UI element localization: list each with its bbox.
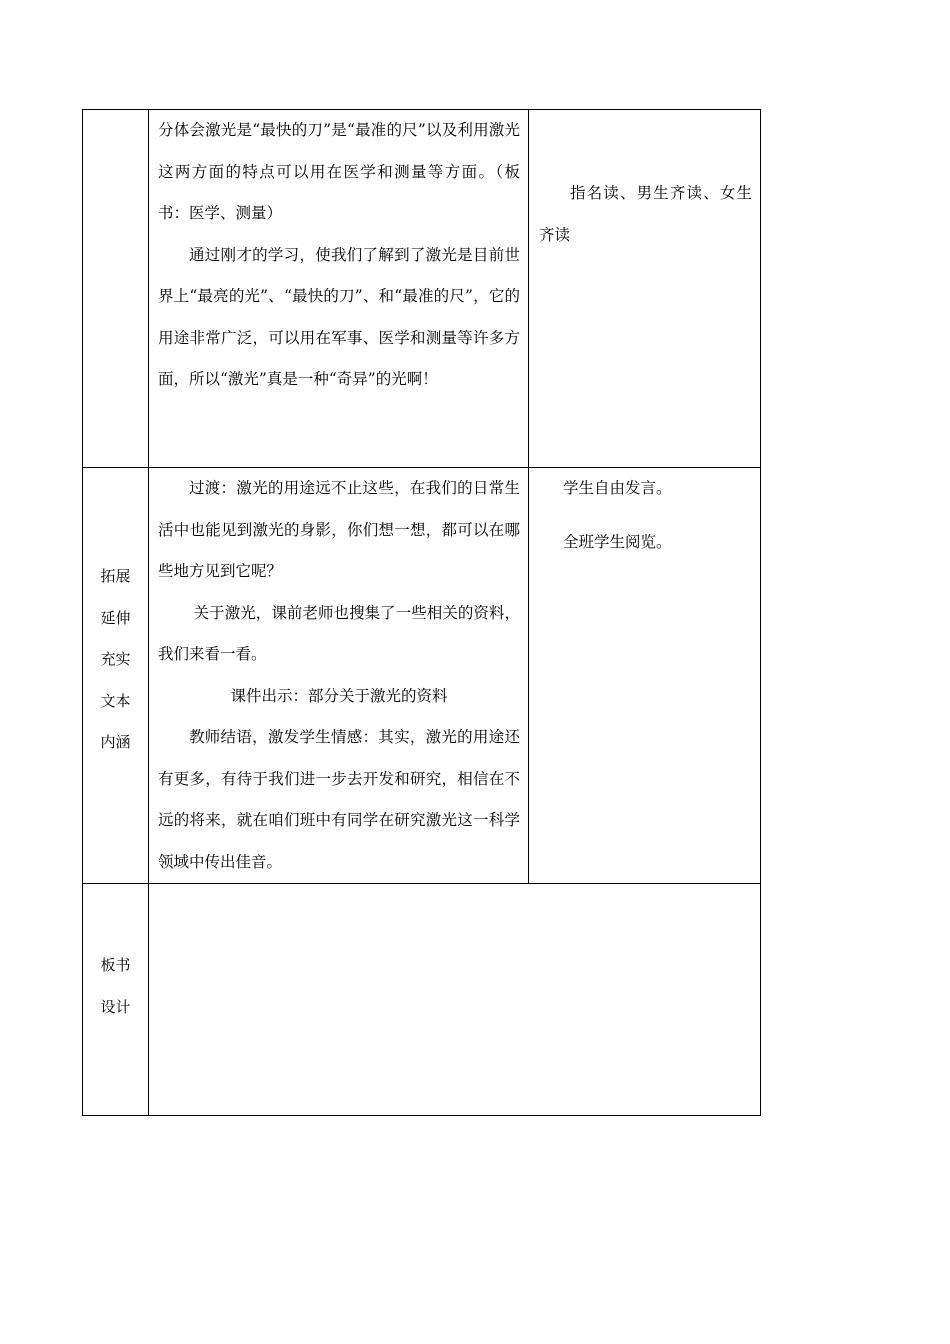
section-label-line: 内涵 xyxy=(100,733,131,751)
paragraph: 学生自由发言。 xyxy=(563,479,672,497)
student-activity-cell xyxy=(529,110,761,468)
lesson-plan-table xyxy=(82,109,761,1116)
section-label-cell xyxy=(83,110,149,468)
section-label-line: 文本 xyxy=(100,691,131,710)
paragraph: 课件出示：部分关于激光的资料 xyxy=(230,686,448,705)
section-label-line: 充实 xyxy=(100,650,131,668)
paragraph: 关于激光，课前老师也搜集了一些相关的资料，我们来看一看。 xyxy=(158,603,520,663)
paragraph: 指名读、男生齐读、女生齐读 xyxy=(539,184,752,244)
paragraph: 通过刚才的学习，使我们了解到了激光是目前世界上“最亮的光”、“最快的刀”、和“最准的尺”，它的用途非常广泛，可以用在军事、医学和测量等许多方面，所以“激光”真是一种“奇异”的光啊！ xyxy=(158,245,520,388)
paragraph: 全班学生阅览。 xyxy=(563,532,672,551)
table-row xyxy=(83,110,761,468)
section-label-line: 拓展 xyxy=(100,567,131,585)
teacher-activity-cell xyxy=(149,468,529,884)
section-label-line: 延伸 xyxy=(100,608,131,627)
table-row xyxy=(83,468,761,884)
section-label-line: 设计 xyxy=(100,997,131,1016)
paragraph: 过渡：激光的用途远不止这些，在我们的日常生活中也能见到激光的身影，你们想一想，都可以在哪些地方见到它呢？ xyxy=(158,479,520,580)
teacher-activity-cell xyxy=(149,110,529,468)
section-label-cell xyxy=(83,468,149,884)
board-design-cell xyxy=(149,884,761,1116)
table-row xyxy=(83,884,761,1116)
paragraph: 分体会激光是“最快的刀”是“最准的尺”以及利用激光这两方面的特点可以用在医学和测量等方面。（板书：医学、测量） xyxy=(158,121,520,222)
student-activity-cell xyxy=(529,468,761,884)
paragraph: 教师结语，激发学生情感：其实，激光的用途还有更多，有待于我们进一步去开发和研究，相信在不远的将来，就在咱们班中有同学在研究激光这一科学领域中传出佳音。 xyxy=(158,728,520,871)
section-label-cell xyxy=(83,884,149,1116)
section-label-line: 板书 xyxy=(100,956,131,974)
